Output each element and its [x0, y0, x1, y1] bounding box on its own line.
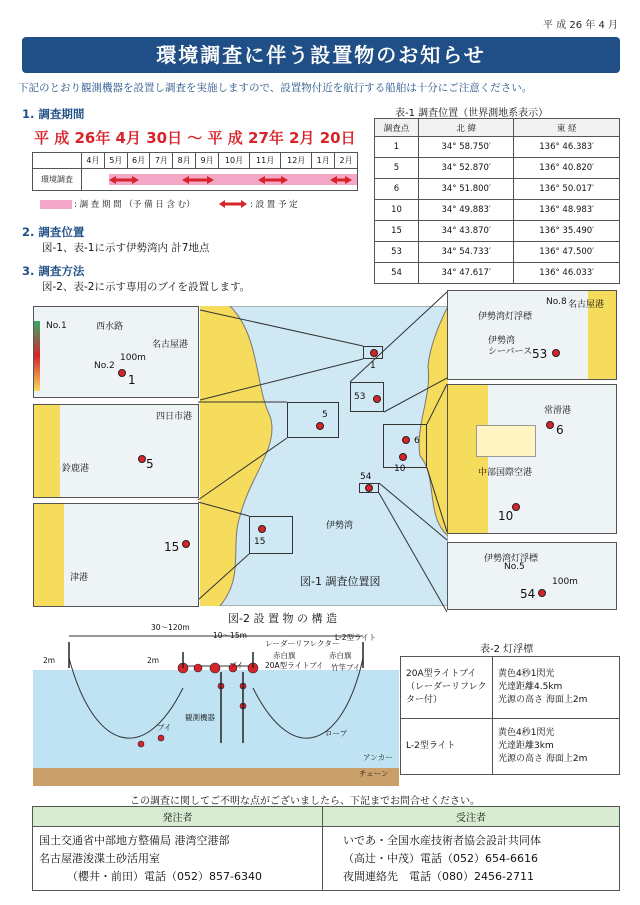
inset-label: No.5 [504, 562, 525, 572]
survey-point [138, 455, 146, 463]
part-label: 赤白旗 [273, 651, 296, 660]
scale-bar [34, 321, 40, 391]
inset-label: 西水路 [96, 322, 124, 332]
part-label: ロープ [325, 729, 348, 738]
month-cell: 7月 [150, 153, 173, 169]
table-row: 5 34° 52.870′ 136° 40.820′ [375, 158, 620, 179]
col-lon: 東 経 [514, 119, 620, 137]
inset-point-5 [33, 404, 199, 498]
dim-label: 2m [43, 656, 56, 665]
contact-header-row [33, 807, 620, 827]
month-cell: 5月 [104, 153, 127, 169]
contact-body-row [33, 827, 620, 891]
part-label: 赤白旗 [329, 651, 352, 660]
point-label: 10 [394, 464, 406, 474]
month-cell: 6月 [127, 153, 150, 169]
part-label: 観測機器 [185, 713, 215, 722]
inset-label: 伊勢湾 [488, 336, 516, 346]
table-row [401, 657, 620, 719]
fig2-caption: 図-2 設 置 物 の 構 造 [228, 612, 337, 625]
survey-point [546, 421, 554, 429]
inset-label: 100m [120, 353, 146, 363]
structure-diagram [33, 623, 399, 786]
dim-label: 30～120m [151, 623, 190, 632]
part-label: ブイ [157, 723, 172, 732]
part-label: アンカー [363, 753, 393, 762]
method-text: 図-2、表-2に示す専用のブイを設置します。 [42, 281, 251, 293]
table-row: 10 34° 49.883′ 136° 48.983′ [375, 200, 620, 221]
month-cell: 1月 [312, 153, 335, 169]
point-label: 1 [370, 361, 376, 371]
survey-point [118, 369, 126, 377]
month-cell: 11月 [250, 153, 281, 169]
survey-point [538, 589, 546, 597]
table-row: 1 34° 58.750′ 136° 46.383′ [375, 137, 620, 158]
month-cell: 10月 [218, 153, 249, 169]
col-lat: 北 緯 [419, 119, 514, 137]
section-method-heading: 3. 調査方法 [22, 264, 85, 278]
part-label: 竹竿ブイ [331, 663, 361, 672]
point-label: 53 [354, 392, 366, 402]
inset-point-label: 10 [498, 509, 514, 523]
contractor-info: いであ・全国水産技術者協会設計共同体 （高辻・中茂）電話（052）654-6616 夜間連絡先 電話（080）2456-2711 [323, 827, 620, 891]
contractor-header: 受注者 [323, 807, 620, 827]
inset-point-54 [447, 542, 617, 610]
inset-point-label: 15 [164, 540, 180, 554]
land-area [34, 405, 60, 498]
inset-label: 伊勢湾灯浮標 [478, 312, 533, 322]
table-row: 53 34° 54.733′ 136° 47.500′ [375, 242, 620, 263]
inset-point-6-10 [447, 384, 617, 534]
inset-point-53 [447, 290, 617, 380]
inset-label: 伊勢湾灯浮標 [484, 554, 539, 564]
part-label: ブイ [229, 661, 244, 670]
dim-label: 10～15m [213, 631, 247, 640]
part-label: 20A型ライトブイ [265, 661, 324, 670]
land-area [34, 504, 64, 607]
part-label: チェーン [359, 769, 389, 778]
table-row: 54 34° 47.617′ 136° 46.033′ [375, 263, 620, 284]
inset-point-15 [33, 503, 199, 607]
month-cell: 2月 [335, 153, 358, 169]
inset-label: 津港 [70, 573, 89, 583]
legend-plan-label: : 設 置 予 定 [250, 200, 298, 210]
schedule-row-label: 環境調査 [33, 169, 82, 191]
survey-point [182, 540, 190, 548]
legend-period-label: : 調 査 期 間 （予 備 日 含 む） [74, 200, 195, 210]
part-label: L-2型ライト [335, 633, 377, 642]
table2-caption: 表-2 灯浮標 [480, 644, 534, 655]
lamp-table [400, 656, 620, 775]
lamp-name: 20A型ライトブイ（レーダーリフレクター付） [401, 657, 493, 719]
point-label: 15 [254, 537, 266, 547]
inset-point-1 [33, 306, 199, 398]
part-label: レーダーリフレクター [265, 639, 340, 648]
table1-caption: 表-1 調査位置（世界測地系表示） [395, 108, 549, 119]
location-text: 図-1、表-1に示す伊勢湾内 計7地点 [42, 242, 210, 254]
month-cell: 4月 [82, 153, 105, 169]
inset-label: 100m [552, 577, 578, 587]
inset-label: 中部国際空港 [478, 468, 533, 478]
airport-island [476, 425, 536, 457]
month-cell: 8月 [173, 153, 196, 169]
inset-label: No.1 [46, 321, 67, 331]
intro-text: 下記のとおり観測機器を設置し調査を実施しますので、設置物付近を航行する船舶は十分にご注意ください。 [18, 82, 533, 94]
month-cell: 9月 [196, 153, 219, 169]
issue-date: 平 成 26 年 4 月 [543, 20, 618, 31]
land-area [448, 385, 488, 534]
section-period-heading: 1. 調査期間 [22, 107, 85, 121]
inset-label: 鈴鹿港 [62, 464, 90, 474]
inset-point-label: 53 [532, 347, 548, 361]
inset-point-label: 6 [556, 423, 564, 437]
col-point: 調査点 [375, 119, 419, 137]
point-label: 6 [414, 436, 420, 446]
lamp-spec: 黄色4秒1閃光 光達距離4.5km 光源の高さ 海面上2m [493, 657, 620, 719]
orderer-header: 発注者 [33, 807, 323, 827]
table-row: 15 34° 43.870′ 136° 35.490′ [375, 221, 620, 242]
bay-label: 伊勢湾 [326, 521, 354, 531]
inset-label: シーバース [488, 347, 533, 357]
point-label: 5 [322, 410, 328, 420]
inset-label: 名古屋港 [568, 300, 605, 310]
inset-label: 四日市港 [156, 412, 193, 422]
inset-label: No.8 [546, 297, 567, 307]
inset-point-label: 1 [128, 373, 136, 387]
inset-label: 名古屋港 [152, 340, 189, 350]
lamp-spec: 黄色4秒1閃光 光達距離3km 光源の高さ 海面上2m [493, 719, 620, 775]
inset-label: 常滑港 [544, 406, 572, 416]
orderer-info: 国土交通省中部地方整備局 港湾空港部 名古屋港浚渫土砂活用室 （櫻井・前田）電話（052）857-6340 [33, 827, 323, 891]
survey-period: 平 成 26年 4月 30日 ～ 平 成 27年 2月 20日 [34, 129, 356, 147]
lamp-name: L-2型ライト [401, 719, 493, 775]
inset-point-label: 5 [146, 457, 154, 471]
table-row: 6 34° 51.800′ 136° 50.017′ [375, 179, 620, 200]
table-row [401, 719, 620, 775]
month-cell: 12月 [281, 153, 312, 169]
fig1-caption: 図-1 調査位置図 [300, 575, 381, 588]
point-label: 54 [360, 472, 372, 482]
contact-table [32, 806, 620, 891]
inquiry-text: この調査に関してご不明な点がございましたら、下記までお問合せください。 [130, 796, 480, 807]
section-location-heading: 2. 調査位置 [22, 225, 85, 239]
inset-label: No.2 [94, 361, 115, 371]
survey-point [552, 349, 560, 357]
page-title: 環境調査に伴う設置物のお知らせ [22, 37, 620, 73]
inset-point-label: 54 [520, 587, 536, 601]
dim-label: 2m [147, 656, 160, 665]
